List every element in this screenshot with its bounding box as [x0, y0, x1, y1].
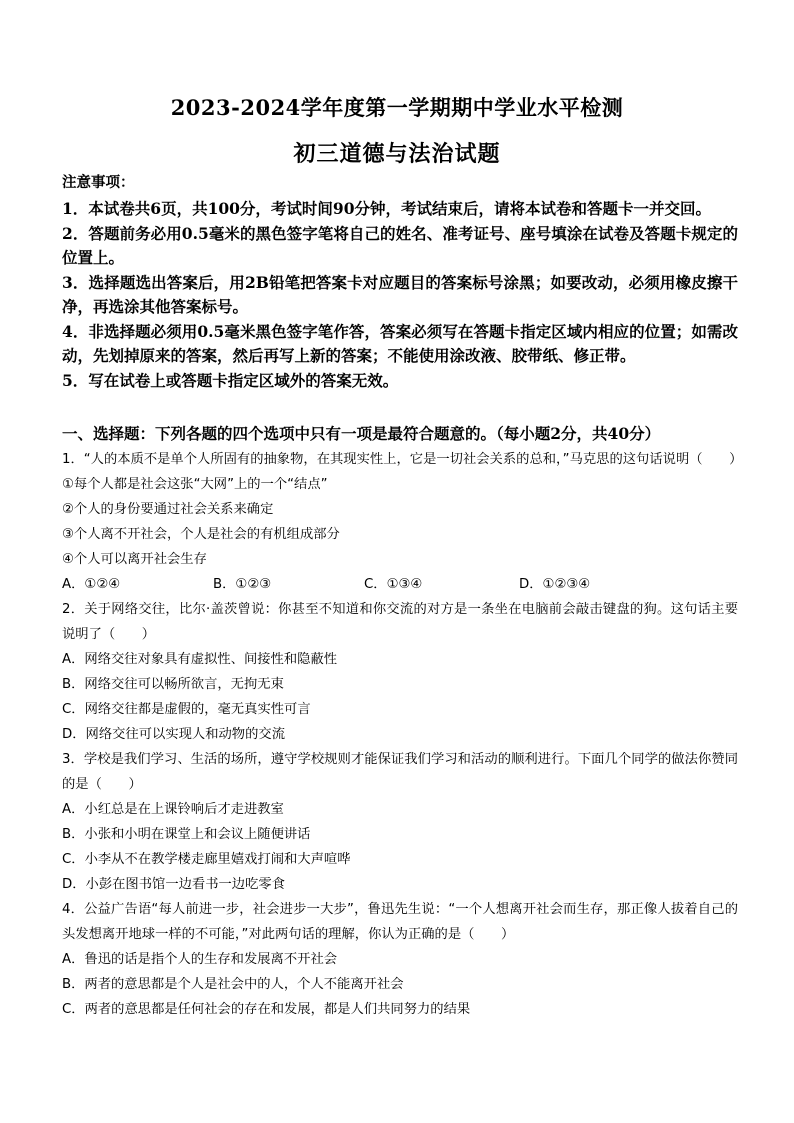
question-2-option-c: C．网络交往都是虚假的，毫无真实性可言: [62, 701, 311, 717]
question-3-stem: 3．学校是我们学习、生活的场所，遵守学校规则才能保证我们学习和活动的顺利进行。下面几个同学的做法你赞同的是（ ）: [62, 751, 738, 792]
question-3-option-c: C．小李从不在教学楼走廊里嬉戏打闹和大声喧哗: [62, 851, 351, 867]
question-1-statement-4: ④个人可以离开社会生存: [62, 551, 207, 567]
question-2-option-a: A．网络交往对象具有虚拟性、间接性和隐蔽性: [62, 651, 338, 667]
question-1-statement-3: ③个人离不开社会，个人是社会的有机组成部分: [62, 526, 340, 542]
questions-section: [62, 422, 743, 1022]
notes-heading: 注意事项：: [62, 174, 135, 191]
question-1-option-a: A．①②④: [62, 576, 121, 592]
exam-title: 2023-2024学年度第一学期期中学业水平检测: [170, 95, 624, 120]
question-1-options: [62, 572, 738, 597]
question-1-option-b: B．①②③: [213, 576, 272, 592]
question-1-option-d: D．①②③④: [519, 576, 591, 592]
note-item: 1．本试卷共6页，共100分，考试时间90分钟，考试结束后，请将本试卷和答题卡一并交回。: [62, 199, 711, 218]
question-3-option-b: B．小张和小明在课堂上和会议上随便讲话: [62, 826, 311, 842]
question-2-option-b: B．网络交往可以畅所欲言，无拘无束: [62, 676, 284, 692]
exam-subtitle: 初三道德与法治试题: [293, 141, 501, 167]
question-2-stem: 2．关于网络交往，比尔·盖茨曾说：你甚至不知道和你交流的对方是一条坐在电脑前会敲击键盘的狗。这句话主要说明了（ ）: [62, 601, 738, 642]
question-4-option-a: A．鲁迅的话是指个人的生存和发展离不开社会: [62, 951, 338, 967]
question-3-option-a: A．小红总是在上课铃响后才走进教室: [62, 801, 284, 817]
question-1-statement-1: ①每个人都是社会这张“大网”上的一个“结点”: [62, 476, 328, 492]
note-item: 4．非选择题必须用0.5毫米黑色签字笔作答，答案必须写在答题卡指定区域内相应的位置；如需改动，先划掉原来的答案，然后再写上新的答案；不能使用涂改液、胶带纸、修正带。: [62, 321, 738, 365]
section-heading: 一、选择题：下列各题的四个选项中只有一项是最符合题意的。（每小题2分，共40分）: [62, 424, 661, 443]
question-3-option-d: D．小彭在图书馆一边看书一边吃零食: [62, 876, 285, 892]
notes-section: [62, 173, 738, 393]
note-item: 2．答题前务必用0.5毫米的黑色签字笔将自己的姓名、准考证号、座号填涂在试卷及答题卡规定的位置上。: [62, 223, 738, 267]
question-1-statement-2: ②个人的身份要通过社会关系来确定: [62, 501, 274, 517]
note-item: 3．选择题选出答案后，用2B铅笔把答案卡对应题目的答案标号涂黑；如要改动，必须用橡皮擦干净，再选涂其他答案标号。: [62, 272, 738, 316]
question-1-stem: 1．“人的本质不是单个人所固有的抽象物，在其现实性上，它是一切社会关系的总和，”马克思的这句话说明（ ）: [62, 451, 743, 467]
question-2-option-d: D．网络交往可以实现人和动物的交流: [62, 726, 285, 742]
question-4-option-c: C．两者的意思都是任何社会的存在和发展，都是人们共同努力的结果: [62, 1001, 471, 1017]
question-4-option-b: B．两者的意思都是个人是社会中的人，个人不能离开社会: [62, 976, 404, 992]
note-item: 5．写在试卷上或答题卡指定区域外的答案无效。: [62, 370, 399, 390]
question-1-option-c: C．①③④: [364, 576, 423, 592]
question-4-stem: 4．公益广告语“每人前进一步，社会进步一大步”，鲁迅先生说：“一个人想离开社会而生存，那正像人拔着自己的头发想离开地球一样的不可能，”对此两句话的理解，你认为正确的是（ ）: [62, 901, 738, 942]
